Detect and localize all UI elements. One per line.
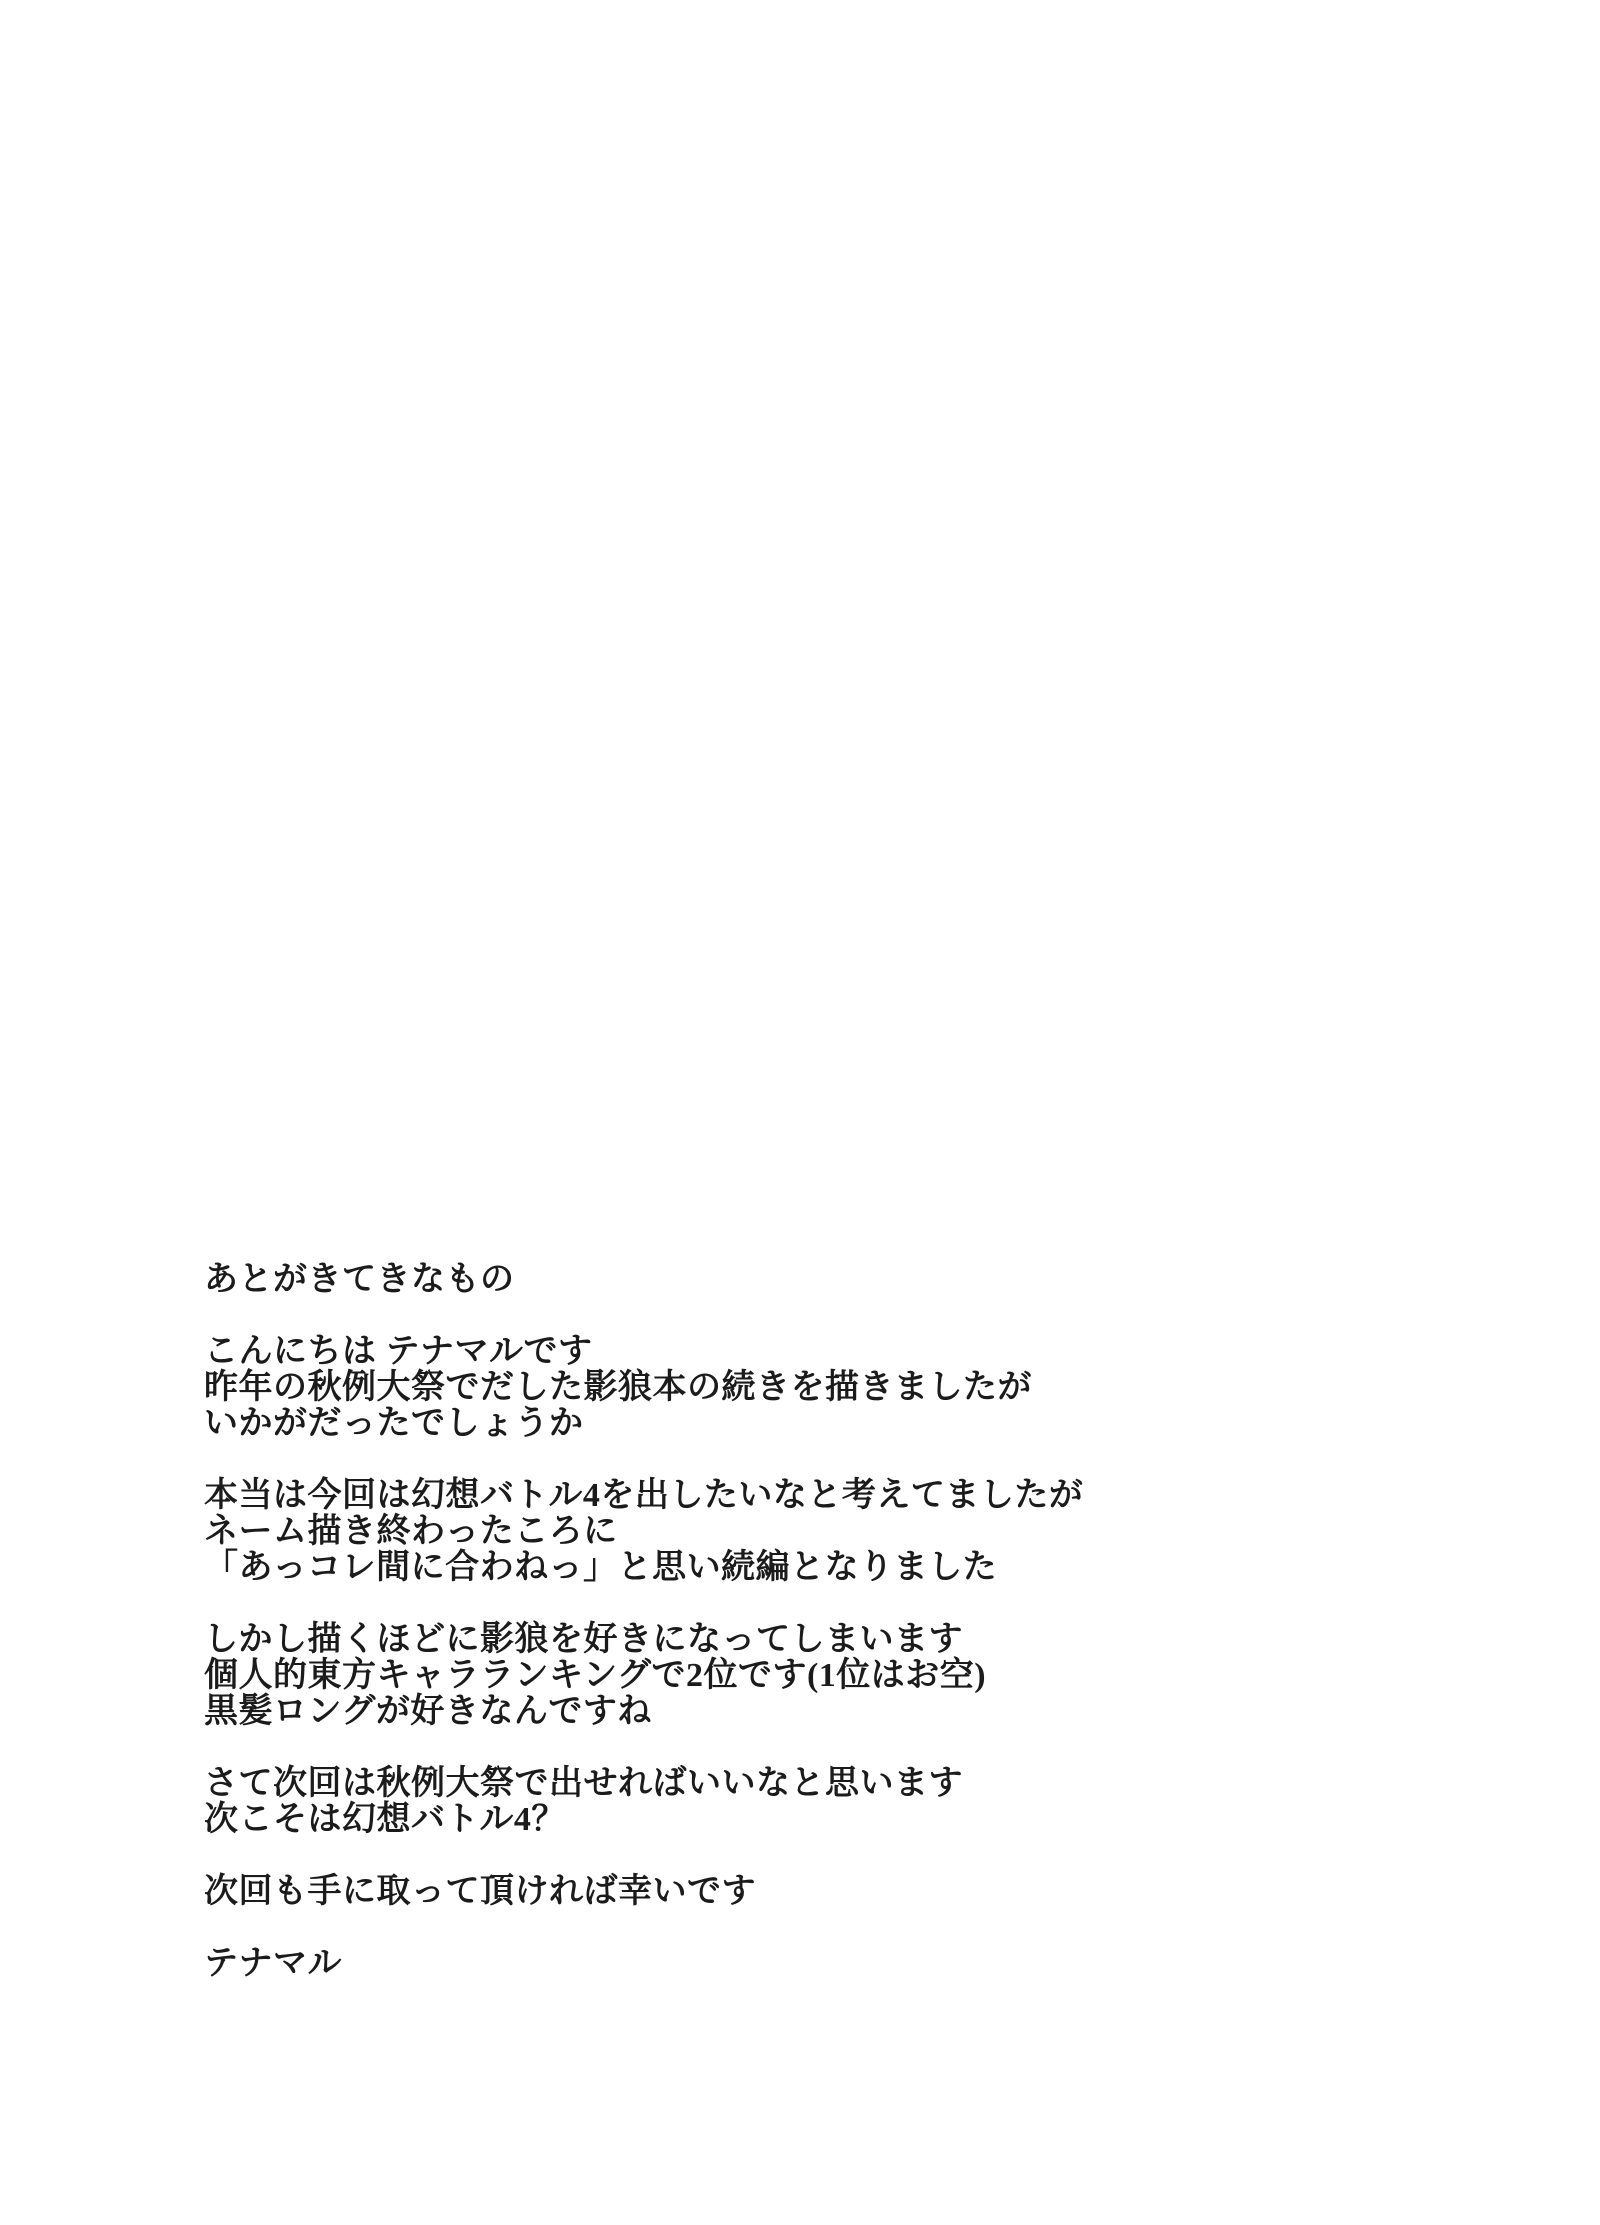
afterword-signature: テナマル [204,1945,342,1982]
afterword-paragraph-plans [204,1478,1083,1586]
afterword-signature-block [204,1946,1083,1982]
afterword-paragraph-character [204,1622,1083,1730]
afterword-closing-block [204,1874,1083,1910]
afterword-paragraph-next-time [204,1766,1083,1838]
afterword-line: ネーム描き終わったころに [204,1513,618,1550]
afterword-title: あとがきてきなもの [204,1261,515,1298]
afterword-line: 個人的東方キャラランキングで2位です(1位はお空) [204,1657,987,1694]
afterword-paragraph-greeting [204,1334,1083,1442]
afterword-line: 黒髪ロングが好きなんですね [204,1693,652,1730]
afterword-line: さて次回は秋例大祭で出せればいいなと思います [204,1765,963,1802]
afterword-line: しかし描くほどに影狼を好きになってしまいます [204,1621,963,1658]
afterword-line: 「あっコレ間に合わねっ」と思い続編となりました [204,1549,998,1586]
afterword-closing: 次回も手に取って頂ければ幸いです [204,1873,756,1910]
afterword-line: こんにちは テナマルです [204,1333,593,1370]
afterword-line: いかがだったでしょうか [204,1405,584,1442]
afterword-text-block [204,1262,1083,1982]
afterword-title-block [204,1262,1083,1298]
afterword-line: 昨年の秋例大祭でだした影狼本の続きを描きましたが [204,1369,1032,1406]
afterword-line: 次こそは幻想バトル4？ [204,1801,566,1838]
afterword-line: 本当は今回は幻想バトル4を出したいなと考えてましたが [204,1477,1084,1514]
